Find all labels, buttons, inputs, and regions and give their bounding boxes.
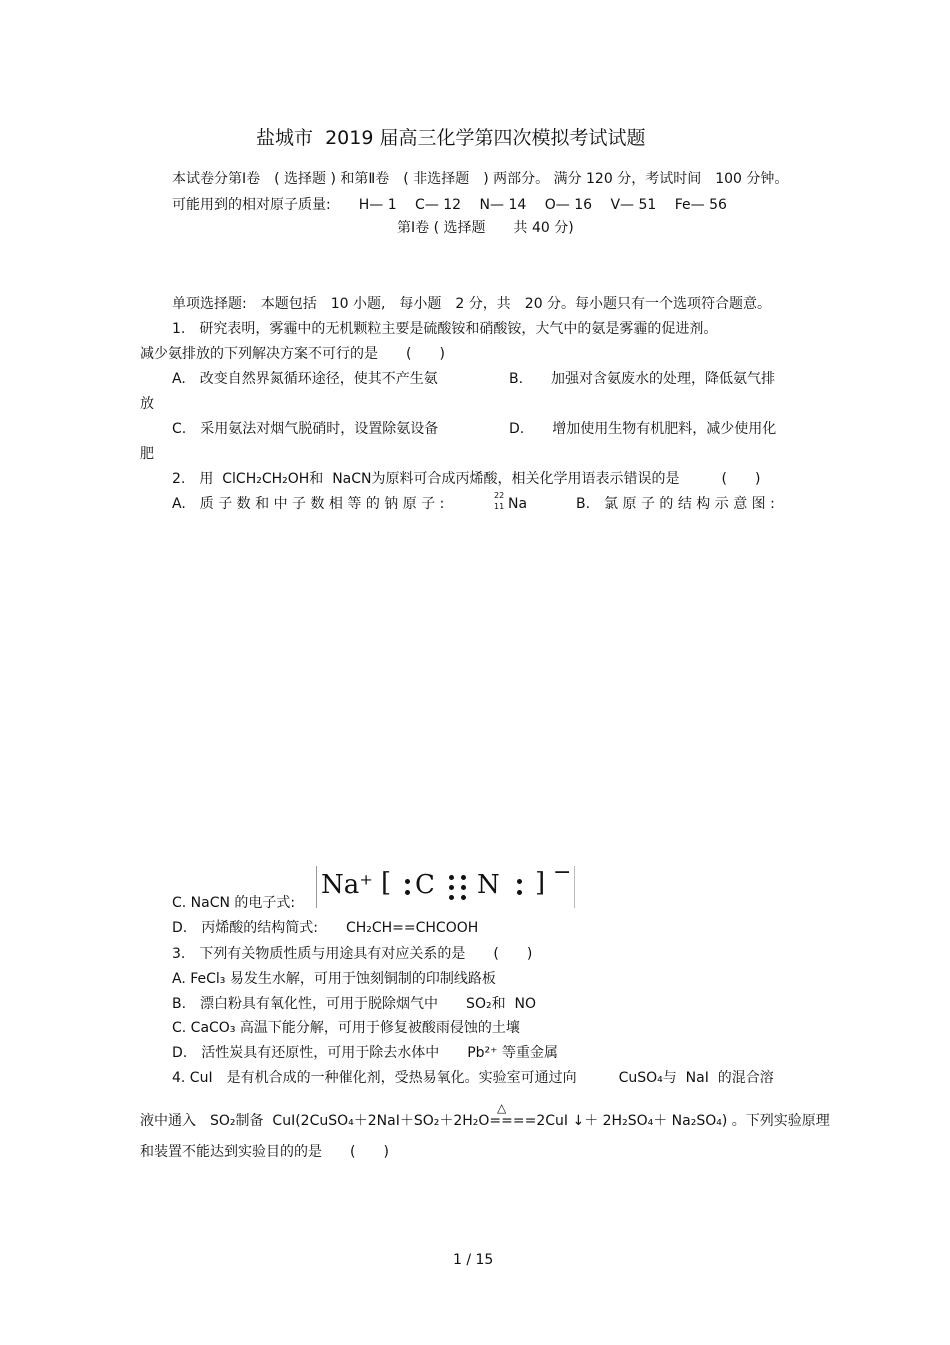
q3-stem: 3. 下列有关物质性质与用途具有对应关系的是 ( ) <box>172 946 533 962</box>
bond-dot <box>461 895 466 900</box>
q2-mass-number: 22 <box>494 491 505 500</box>
q1-option-b: B. 加强对含氨废水的处理，降低氨气排 <box>509 371 776 387</box>
nitrogen-atom: N <box>477 870 500 900</box>
q1-option-a: A. 改变自然界氮循环途径，使其不产生氨 <box>172 371 438 387</box>
lone-pair-dot <box>517 879 522 884</box>
section-heading: 第Ⅰ卷 ( 选择题 共 40 分) <box>397 220 574 236</box>
bond-dot <box>449 885 454 890</box>
q2-element-symbol: Na <box>508 496 528 512</box>
q4-line-1: 4. CuI 是有机合成的一种催化剂，受热易氧化。实验室可通过向 CuSO₄与 NaI 的混合溶 <box>172 1070 774 1086</box>
instructions: 单项选择题: 本题包括 10 小题, 每小题 2 分，共 20 分。每小题只有一个选项符合题意。 <box>172 296 772 312</box>
q2-option-c: C. NaCN 的电子式: <box>172 895 296 911</box>
q1-option-d-cont: 肥 <box>140 446 154 462</box>
anion-charge: − <box>553 860 572 885</box>
intro-line-2: 可能用到的相对原子质量: H— 1 C— 12 N— 14 O— 16 V— 51 Fe— 56 <box>172 197 727 213</box>
na-cation: Na⁺ <box>321 870 373 900</box>
q3-option-b: B. 漂白粉具有氧化性，可用于脱除烟气中 SO₂和 NO <box>172 996 536 1012</box>
q1-option-c: C. 采用氨法对烟气脱硝时，设置除氨设备 <box>172 421 439 437</box>
q1-option-b-cont: 放 <box>140 396 154 412</box>
right-bracket: ] <box>535 868 546 898</box>
carbon-atom: C <box>415 870 435 900</box>
q2-stem: 2. 用 ClCH₂CH₂OH和 NaCN为原料可合成丙烯酸，相关化学用语表示错误的是 ( ) <box>172 471 761 487</box>
q1-option-d: D. 增加使用生物有机肥料，减少使用化 <box>509 421 777 437</box>
q4-line-3: 和装置不能达到实验目的的是 ( ) <box>140 1144 389 1160</box>
q1-stem-1: 1. 研究表明，雾霾中的无机颗粒主要是硫酸铵和硝酸铵，大气中的氨是雾霾的促进剂。 <box>172 321 718 337</box>
q1-stem-2: 减少氨排放的下列解决方案不可行的是 ( ) <box>140 346 445 362</box>
page-number: 1 / 15 <box>453 1252 494 1268</box>
q3-option-d: D. 活性炭具有还原性，可用于除去水体中 Pb²⁺ 等重金属 <box>172 1045 559 1061</box>
q2-option-d: D. 丙烯酸的结构简式: CH₂CH==CHCOOH <box>172 920 479 936</box>
lone-pair-dot <box>405 890 410 895</box>
bond-dot <box>449 875 454 880</box>
q3-option-c: C. CaCO₃ 高温下能分解，可用于修复被酸雨侵蚀的土壤 <box>172 1020 520 1036</box>
q2-atomic-number: 11 <box>494 502 505 511</box>
bond-dot <box>449 895 454 900</box>
page-title: 盐城市 2019 届高三化学第四次模拟考试试题 <box>256 127 646 149</box>
q2-option-a: A. 质 子 数 和 中 子 数 相 等 的 钠 原 子 : <box>172 496 445 512</box>
heating-triangle-symbol: △ <box>497 1101 507 1115</box>
q4-line-2: 液中通入 SO₂制备 CuI(2CuSO₄＋2NaI＋SO₂＋2H₂O====2CuI ↓＋ 2H₂SO₄＋ Na₂SO₄) 。下列实验原理 <box>140 1113 830 1129</box>
lone-pair-dot <box>405 879 410 884</box>
nacn-electron-formula <box>316 860 575 908</box>
lone-pair-dot <box>517 890 522 895</box>
left-bracket: [ <box>381 868 392 898</box>
q3-option-a: A. FeCl₃ 易发生水解，可用于蚀刻铜制的印制线路板 <box>172 971 496 987</box>
bond-dot <box>461 875 466 880</box>
q2-option-b: B. 氯 原 子 的 结 构 示 意 图 : <box>576 496 775 512</box>
bond-dot <box>461 885 466 890</box>
intro-line-1: 本试卷分第Ⅰ卷 ( 选择题 ) 和第Ⅱ卷 ( 非选择题 ) 两部分。 满分 120 分，考试时间 100 分钟。 <box>172 171 789 187</box>
